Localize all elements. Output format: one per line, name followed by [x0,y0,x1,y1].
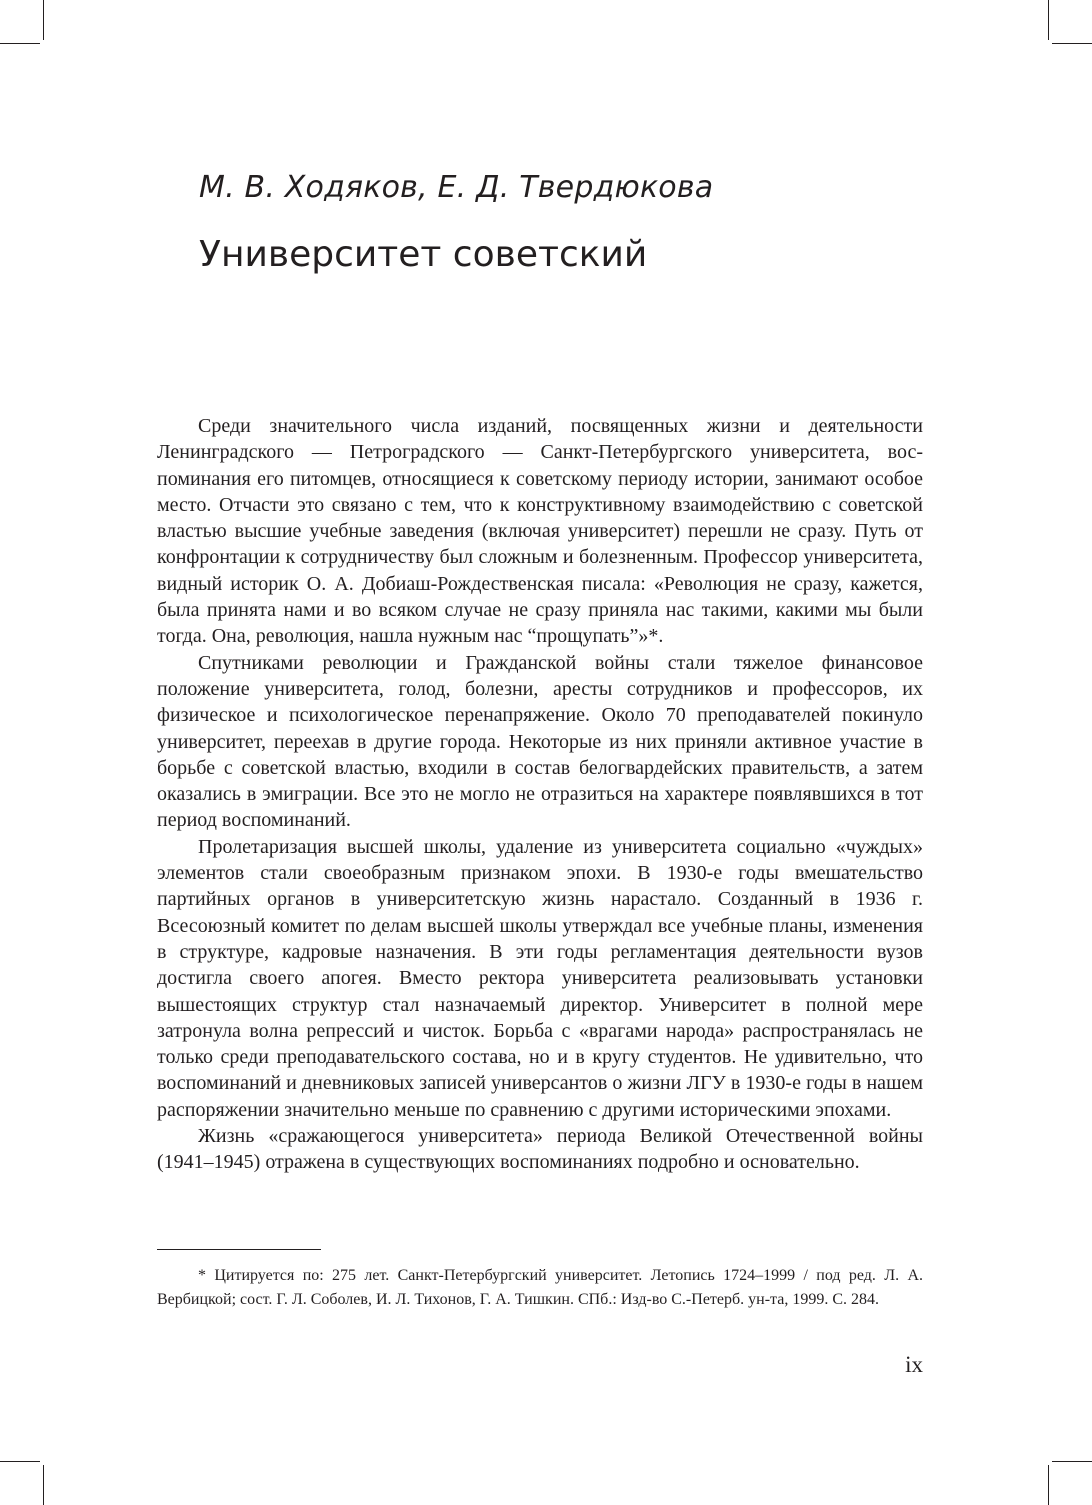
crop-mark-bottom-left-horizontal [0,1461,40,1462]
paragraph-4: Жизнь «сражающегося университета» периода Великой Отечественной войны (1941–1945) отражена в существующих воспоминаниях подробно и основательно. [157,1125,923,1174]
footnote-divider [157,1249,321,1250]
footnote: * Цитируется по: 275 лет. Санкт-Петербургский университет. Летопись 1724–1999 / под ред. Л. А. Вербицкой; сост. Г. Л. Соболев, И. Л. Тихонов, Г. А. Тишкин. СПб.: Изд-во С.-Петерб. ун-та, 1999. С. 284. [157,1267,923,1308]
chapter-title: Университет советский [199,234,648,275]
crop-mark-top-right-vertical [1048,0,1049,40]
page-number: ix [905,1352,923,1377]
paragraph-2: Спутниками революции и Гражданской войны стали тяжелое финансовое положение университета, голод, болезни, аресты сотрудников и профессоров, их физическое и психологическое перенапряжение. Около 70 преподавателей покинуло университет, переехав в другие города. Некоторые из них приняли активное участие в борьбе с советской властью, входили в состав белогвардейских правительств, а затем оказались в эмиграции. Все это не могло не отразиться на характере появлявшихся в тот период воспоминаний. [157,651,923,832]
paragraph-1: Среди значительного числа изданий, посвященных жизни и деятельности Ленинградского — Петроградского — Санкт-Петербургского университета, воспоминания его питомцев, относящиеся к советскому периоду истории, занимают особое место. Отчасти это связано с тем, что к конструктивному взаимодействию с советской властью высшие учебные заведения (включая университет) перешли не сразу. Путь от конфронтации к сотрудничеству был сложным и болезненным. Профессор университета, видный историк О. А. Добиаш-Рождественская писала: «Революция не сразу, кажется, была принята нами и во всяком случае не сразу приняла нас такими, какими мы были тогда. Она, революция, нашла нужным нас “прощупать”»*. [157,415,923,648]
crop-mark-top-right-horizontal [1052,43,1092,44]
chapter-authors: М. В. Ходяков, Е. Д. Твердюкова [199,170,714,205]
crop-mark-bottom-right-vertical [1048,1465,1049,1505]
crop-mark-bottom-right-horizontal [1052,1461,1092,1462]
crop-mark-bottom-left-vertical [43,1465,44,1505]
crop-mark-top-left-horizontal [0,43,40,44]
paragraph-3: Пролетаризация высшей школы, удаление из университета социально «чуждых» элементов стали своеобразным признаком эпохи. В 1930-е годы вмешательство партийных органов в университетскую жизнь нарастало. Созданный в 1936 г. Всесоюзный комитет по делам высшей школы утверждал все учебные планы, изменения в структуре, кадровые назначения. В эти годы регламентация деятельности вузов достигла своего апогея. Вместо ректора университета реализовывать установки вышестоящих структур стал назначаемый директор. Университет в полной мере затронула волна репрессий и чисток. Борьба с «врагами народа» распространялась не только среди преподавательского состава, но и в кругу студентов. Не удивительно, что воспоминаний и дневниковых записей универсантов о жизни ЛГУ в 1930-е годы в нашем распоряжении значительно меньше по сравнению с другими историческими эпохами. [157,835,923,1121]
crop-mark-top-left-vertical [43,0,44,40]
body-text [157,413,923,1176]
